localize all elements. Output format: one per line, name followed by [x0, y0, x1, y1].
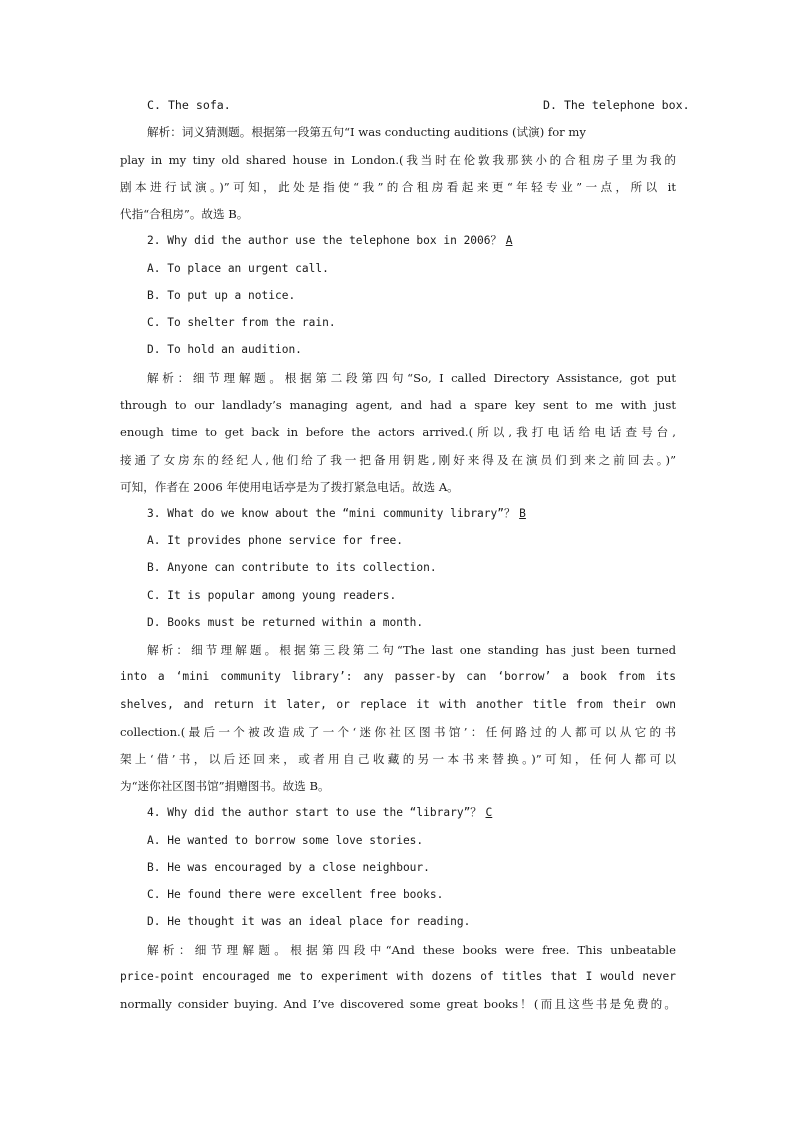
analysis-q3-line-6: 为“迷你社区图书馆”捐赠图书。故选 B。: [120, 779, 330, 793]
question-1-options-row: [147, 95, 690, 115]
option-c-q2: C. To shelter from the rain.: [147, 316, 336, 329]
analysis-q1-line-3: 剧本进行试演。)”可知，此处是指使“我”的合租房看起来更“年轻专业”一点，所以 it: [120, 180, 676, 194]
analysis-q3-line-5: 架上‘借’书，以后还回来，或者用自己收藏的另一本书来替换。)”可知，任何人都可以: [120, 752, 676, 766]
option-c-q3: C. It is popular among young readers.: [147, 589, 397, 602]
option-d-q2: D. To hold an audition.: [147, 343, 302, 356]
question-3-text: 3. What do we know about the “mini community library”？: [147, 507, 516, 520]
analysis-q2-line-4: 接通了女房东的经纪人,他们给了我一把备用钥匙,刚好来得及在演员们到来之前回去。)”: [120, 453, 676, 467]
analysis-q4-line-1: 解析：细节理解题。根据第四段中“And these books were free. This unbeatable: [147, 943, 676, 957]
option-c-q1: C. The sofa.: [147, 98, 231, 112]
option-d-q1: D. The telephone box.: [543, 98, 690, 112]
option-b-q2: B. To put up a notice.: [147, 289, 296, 302]
analysis-q1-line-2: play in my tiny old shared house in London.(我当时在伦敦我那狭小的合租房子里为我的: [120, 153, 676, 167]
option-b-q3: B. Anyone can contribute to its collection.: [147, 561, 437, 574]
option-c-q4: C. He found there were excellent free books.: [147, 888, 444, 901]
option-a-q3: A. It provides phone service for free.: [147, 534, 403, 547]
analysis-q2-line-3: enough time to get back in before the actors arrived.(所以,我打电话给电话查号台,: [120, 425, 676, 439]
option-a-q4: A. He wanted to borrow some love stories.: [147, 834, 424, 847]
question-4-stem: [147, 803, 676, 823]
analysis-q3-line-3: shelves, and return it later, or replace it with another title from their own: [120, 698, 676, 711]
option-d-q3: D. Books must be returned within a month.: [147, 616, 424, 629]
analysis-q4-line-2: price-point encouraged me to experiment with dozens of titles that I would never: [120, 970, 676, 983]
analysis-q3-line-1: 解析：细节理解题。根据第三段第二句“The last one standing has just been turned: [147, 643, 676, 657]
answer-q3: B: [519, 507, 526, 520]
analysis-q2-line-1: 解析：细节理解题。根据第二段第四句“So, I called Directory Assistance, got put: [147, 371, 676, 385]
option-a-q2: A. To place an urgent call.: [147, 262, 329, 275]
analysis-q1-line-1: 解析：词义猜测题。根据第一段第五句“I was conducting auditions (试演) for my: [147, 125, 586, 139]
question-2-stem: [147, 231, 676, 251]
question-3-stem: [147, 504, 676, 524]
option-d-q4: D. He thought it was an ideal place for reading.: [147, 915, 471, 928]
answer-q4: C: [485, 806, 493, 819]
analysis-q3-line-2: into a ‘mini community library’: any passer-by can ‘borrow’ a book from its: [120, 670, 676, 683]
answer-q2: A: [505, 234, 513, 247]
option-b-q4: B. He was encouraged by a close neighbour.: [147, 861, 430, 874]
analysis-q3-line-4: collection.(最后一个被改造成了一个‘迷你社区图书馆’：任何路过的人都可以从它的书: [120, 725, 676, 739]
question-2-text: 2. Why did the author use the telephone box in 2006？: [147, 234, 502, 247]
analysis-q1-line-4: 代指“合租房”。故选 B。: [120, 207, 249, 221]
analysis-q4-line-3: normally consider buying. And I’ve discovered some great books！(而且这些书是免费的。: [120, 997, 676, 1011]
analysis-q2-line-2: through to our landlady’s managing agent, and had a spare key sent to me with just: [120, 398, 676, 412]
analysis-q2-line-5: 可知，作者在 2006 年使用电话亭是为了拨打紧急电话。故选 A。: [120, 480, 459, 494]
question-4-text: 4. Why did the author start to use the “library”？: [147, 806, 482, 819]
